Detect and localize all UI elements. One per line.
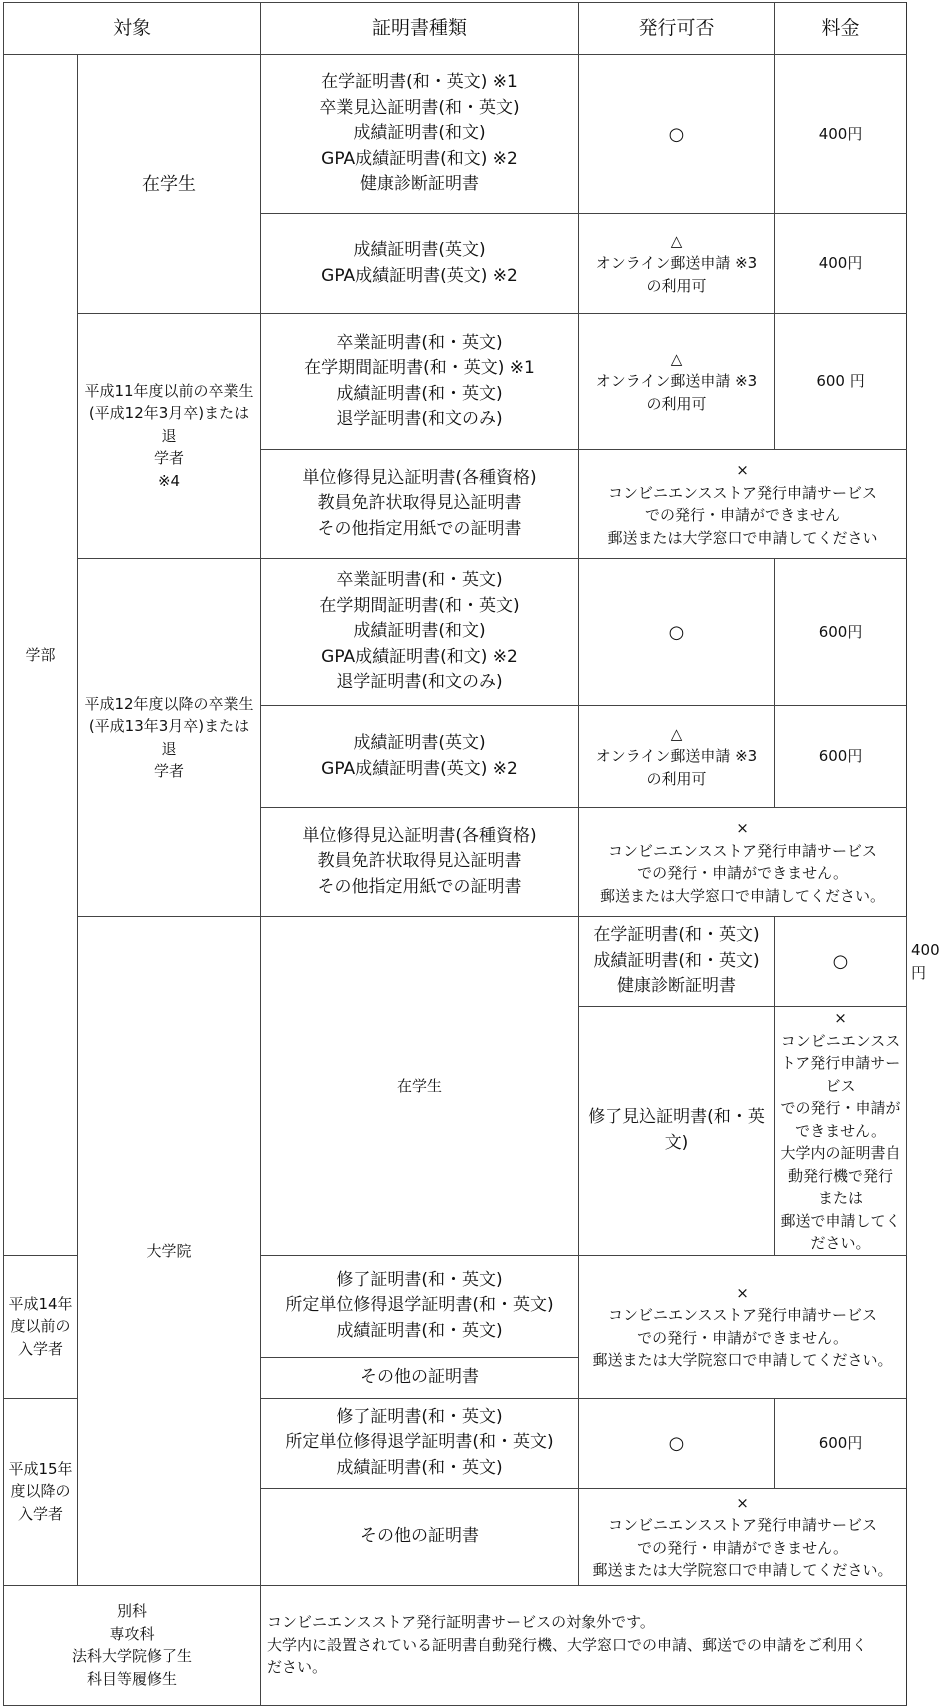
status-text: オンライン郵送申請 ※3 bbox=[595, 254, 758, 273]
cert-type: 教員免許状取得見込証明書 bbox=[317, 851, 522, 872]
status-text: 郵送または大学院窓口で申請してください。 bbox=[592, 1351, 893, 1369]
cert-type: 単位修得見込証明書(各種資格) bbox=[302, 467, 537, 488]
cert-type: 成績証明書(和・英文) bbox=[336, 1320, 503, 1341]
cert-type: 成績証明書(和・英文) bbox=[336, 1457, 503, 1478]
cert-type: 退学証明書(和文のみ) bbox=[336, 672, 503, 693]
status-mark: × bbox=[736, 819, 749, 837]
cert-type: 在学証明書(和・英文) bbox=[593, 925, 760, 946]
cert-type: 健康診断証明書 bbox=[617, 976, 737, 997]
target-text: 平成12年度以降の卒業生 bbox=[84, 694, 254, 713]
cert-type: GPA成績証明書(和文) ※2 bbox=[321, 646, 518, 667]
table-row: 大学院 在学生 在学証明書(和・英文) 成績証明書(和・英文) 健康診断証明書 ○ 400円 bbox=[4, 917, 907, 1007]
availability-cell bbox=[579, 450, 907, 559]
cert-type: その他の証明書 bbox=[360, 1525, 480, 1546]
status-text: での発行・申請ができません。 bbox=[637, 864, 848, 882]
cert-types-cell bbox=[579, 917, 775, 1007]
fee-cell: 600 円 bbox=[775, 314, 907, 450]
cert-types-cell bbox=[579, 1007, 775, 1256]
status-mark: △ bbox=[670, 349, 683, 368]
availability-cell bbox=[579, 706, 775, 808]
cert-types-cell bbox=[261, 314, 579, 450]
cert-type: GPA成績証明書(英文) ※2 bbox=[321, 265, 518, 286]
target-other bbox=[4, 1585, 261, 1705]
status-mark: × bbox=[736, 461, 749, 479]
status-mark: ○ bbox=[832, 951, 849, 972]
table-row bbox=[4, 559, 907, 706]
target-text: (平成13年3月卒)または退 bbox=[88, 717, 250, 758]
status-text: 郵送で申請してください。 bbox=[780, 1211, 901, 1252]
target-text: 専攻科 bbox=[109, 1624, 155, 1643]
table-row bbox=[4, 1585, 907, 1705]
table-row bbox=[4, 314, 907, 450]
cert-type: 退学証明書(和文のみ) bbox=[336, 409, 503, 429]
cert-types-cell bbox=[261, 214, 579, 314]
status-text: 郵送または大学院窓口で申請してください。 bbox=[592, 1561, 893, 1579]
header-row bbox=[4, 3, 907, 55]
cert-type: 成績証明書(和文) bbox=[353, 621, 486, 642]
cert-type: 在学証明書(和・英文) ※1 bbox=[321, 72, 518, 93]
target-gr-enrolled: 在学生 bbox=[261, 917, 579, 1256]
cert-type: 成績証明書(英文) bbox=[353, 240, 486, 260]
header-fee: 料金 bbox=[775, 3, 907, 55]
status-text: コンビニエンスストア発行申請サービス bbox=[607, 841, 878, 860]
group-grad: 大学院 bbox=[78, 917, 261, 1586]
group-undergrad: 学部 bbox=[4, 55, 78, 1256]
cert-type: GPA成績証明書(英文) ※2 bbox=[321, 758, 518, 779]
status-mark: △ bbox=[670, 231, 683, 250]
status-text: での発行・申請ができません。 bbox=[637, 1538, 848, 1557]
cert-type: 成績証明書(英文) bbox=[353, 733, 486, 753]
availability-cell bbox=[579, 808, 907, 917]
status-text: での発行・申請ができません。 bbox=[637, 1328, 848, 1347]
cert-type: 所定単位修得退学証明書(和・英文) bbox=[285, 1432, 554, 1453]
status-text: オンライン郵送申請 ※3 bbox=[595, 372, 758, 391]
target-text: 法科大学院修了生 bbox=[72, 1647, 193, 1665]
target-ug-h12 bbox=[78, 559, 261, 917]
status-text: コンビニエンスストア発行申請サービス bbox=[780, 1031, 901, 1095]
status-text: の利用可 bbox=[646, 276, 707, 295]
status-mark: × bbox=[736, 1283, 749, 1302]
status-text: コンビニエンスストア発行申請サービス bbox=[607, 1306, 878, 1324]
cert-type: 在学期間証明書(和・英文) ※1 bbox=[304, 358, 535, 378]
status-text: または bbox=[818, 1189, 864, 1207]
availability-cell bbox=[579, 559, 775, 706]
cert-type: 所定単位修得退学証明書(和・英文) bbox=[285, 1295, 554, 1316]
availability-cell bbox=[579, 1398, 775, 1488]
availability-cell bbox=[579, 1255, 907, 1398]
availability-cell bbox=[775, 1007, 907, 1256]
target-ug-enrolled: 在学生 bbox=[78, 55, 261, 314]
status-mark: ○ bbox=[668, 1432, 685, 1454]
cert-type: GPA成績証明書(和文) ※2 bbox=[321, 148, 518, 169]
cert-type: 修了証明書(和・英文) bbox=[336, 1269, 503, 1290]
cert-types-cell bbox=[261, 1255, 579, 1357]
target-text: 平成11年度以前の卒業生 bbox=[84, 381, 254, 400]
status-text: オンライン郵送申請 ※3 bbox=[595, 747, 758, 766]
status-text: での発行・申請ができません。 bbox=[780, 1099, 901, 1140]
target-text: 学者 bbox=[154, 762, 185, 780]
status-mark: ○ bbox=[668, 123, 685, 145]
status-text: 郵送または大学窓口で申請してください bbox=[607, 528, 878, 547]
cert-type: その他指定用紙での証明書 bbox=[317, 876, 522, 897]
note-text: 大学内に設置されている証明書自動発行機、大学窓口での申請、郵送での申請をご利用く bbox=[267, 1635, 868, 1654]
status-mark: × bbox=[736, 1493, 749, 1512]
availability-cell bbox=[579, 1488, 907, 1585]
cert-type: 教員免許状取得見込証明書 bbox=[317, 493, 522, 514]
status-text: の利用可 bbox=[646, 394, 707, 413]
cert-types-cell bbox=[261, 1488, 579, 1585]
status-mark: ○ bbox=[668, 621, 685, 643]
target-text: (平成12年3月卒)または退 bbox=[88, 404, 250, 445]
availability-cell bbox=[579, 314, 775, 450]
cert-type: 卒業見込証明書(和・英文) bbox=[319, 97, 520, 118]
cert-types-cell bbox=[261, 1398, 579, 1488]
cert-types-cell bbox=[261, 450, 579, 559]
cert-type: その他の証明書 bbox=[360, 1366, 480, 1387]
cert-type: 成績証明書(和文) bbox=[353, 123, 486, 144]
note-text: コンビニエンスストア発行証明書サービスの対象外です。 bbox=[267, 1613, 655, 1632]
cert-types-cell bbox=[261, 559, 579, 706]
cert-types-cell bbox=[261, 55, 579, 214]
target-text: 科目等履修生 bbox=[87, 1669, 178, 1688]
header-cert-type: 証明書種類 bbox=[261, 3, 579, 55]
certificate-table bbox=[3, 2, 940, 1706]
cert-type: その他指定用紙での証明書 bbox=[317, 518, 522, 539]
cert-types-cell bbox=[261, 808, 579, 917]
status-text: コンビニエンスストア発行申請サービス bbox=[607, 1516, 878, 1534]
status-mark: △ bbox=[670, 724, 683, 743]
target-gr-h14: 平成14年度以前の入学者 bbox=[4, 1255, 78, 1398]
cert-type: 修了証明書(和・英文) bbox=[336, 1406, 503, 1427]
fee-cell: 600円 bbox=[775, 559, 907, 706]
note-text: ださい。 bbox=[267, 1658, 328, 1677]
status-text: での発行・申請ができません bbox=[645, 506, 841, 524]
cert-types-cell bbox=[261, 1357, 579, 1398]
availability-cell bbox=[775, 917, 907, 1007]
cert-type: 卒業証明書(和・英文) bbox=[336, 332, 503, 353]
cert-type: 成績証明書(和・英文) bbox=[336, 383, 503, 404]
fee-cell: 600円 bbox=[775, 706, 907, 808]
target-text: 学者 bbox=[154, 449, 185, 468]
target-text: 別科 bbox=[117, 1602, 148, 1620]
status-text: の利用可 bbox=[646, 769, 707, 788]
table-row bbox=[4, 55, 907, 214]
availability-cell bbox=[579, 214, 775, 314]
header-availability: 発行可否 bbox=[579, 3, 775, 55]
other-note bbox=[261, 1585, 907, 1705]
target-ug-h11 bbox=[78, 314, 261, 559]
cert-types-cell bbox=[261, 706, 579, 808]
target-text: ※4 bbox=[157, 471, 181, 490]
fee-cell: 400円 bbox=[775, 55, 907, 214]
status-text: コンビニエンスストア発行申請サービス bbox=[607, 483, 878, 502]
cert-type: 在学期間証明書(和・英文) bbox=[319, 595, 520, 616]
cert-type: 成績証明書(和・英文) bbox=[593, 950, 760, 971]
header-target: 対象 bbox=[4, 3, 261, 55]
cert-type: 卒業証明書(和・英文) bbox=[336, 570, 503, 591]
fee-cell: 400円 bbox=[775, 214, 907, 314]
availability-cell bbox=[579, 55, 775, 214]
cert-type: 単位修得見込証明書(各種資格) bbox=[302, 825, 537, 846]
target-gr-h15: 平成15年度以降の入学者 bbox=[4, 1398, 78, 1585]
status-mark: × bbox=[834, 1009, 847, 1027]
fee-cell: 600円 bbox=[775, 1398, 907, 1488]
status-text: 大学内の証明書自動発行機で発行 bbox=[780, 1144, 901, 1185]
status-text: 郵送または大学窓口で申請してください。 bbox=[600, 886, 886, 905]
cert-type: 修了見込証明書(和・英文) bbox=[588, 1107, 765, 1153]
cert-type: 健康診断証明書 bbox=[360, 174, 480, 195]
